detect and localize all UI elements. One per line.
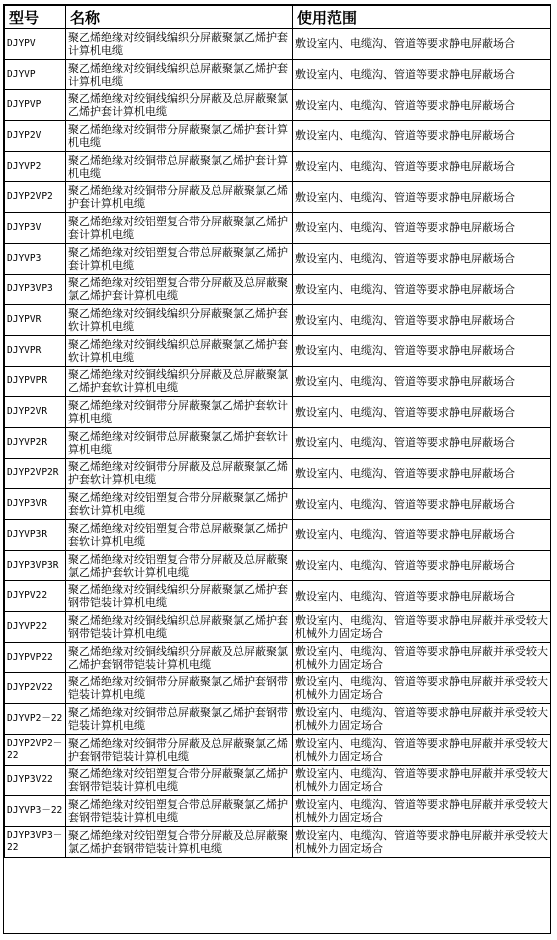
model-cell: DJYVP22 xyxy=(5,612,66,643)
table-row xyxy=(5,213,551,244)
table-row xyxy=(5,673,551,704)
name-cell: 聚乙烯绝缘对绞铝塑复合带总屏蔽聚氯乙烯护套软计算机电缆 xyxy=(66,520,293,551)
model-cell: DJYPVP22 xyxy=(5,642,66,673)
model-cell: DJYVP3－22 xyxy=(5,796,66,827)
scope-cell: 敷设室内、电缆沟、管道等要求静电屏蔽并承受较大机械外力固定场合 xyxy=(293,642,551,673)
table-row xyxy=(5,765,551,796)
table-row xyxy=(5,489,551,520)
scope-cell: 敷设室内、电缆沟、管道等要求静电屏蔽并承受较大机械外力固定场合 xyxy=(293,734,551,765)
table-row xyxy=(5,335,551,366)
table-row xyxy=(5,427,551,458)
header-scope: 使用范围 xyxy=(293,6,551,29)
name-cell: 聚乙烯绝缘对绞铜线编织总屏蔽聚氯乙烯护套软计算机电缆 xyxy=(66,335,293,366)
scope-cell: 敷设室内、电缆沟、管道等要求静电屏蔽场合 xyxy=(293,151,551,182)
table-row xyxy=(5,121,551,152)
table-row xyxy=(5,704,551,735)
table-row xyxy=(5,182,551,213)
table-row xyxy=(5,550,551,581)
name-cell: 聚乙烯绝缘对绞铝塑复合带分屏蔽聚氯乙烯护套钢带铠装计算机电缆 xyxy=(66,765,293,796)
name-cell: 聚乙烯绝缘对绞铜带总屏蔽聚氯乙烯护套钢带铠装计算机电缆 xyxy=(66,704,293,735)
model-cell: DJYPVP xyxy=(5,90,66,121)
name-cell: 聚乙烯绝缘对绞铜线编织分屏蔽及总屏蔽聚氯乙烯护套计算机电缆 xyxy=(66,90,293,121)
model-cell: DJYP2VR xyxy=(5,397,66,428)
table-row xyxy=(5,243,551,274)
model-cell: DJYPVR xyxy=(5,305,66,336)
table-body xyxy=(5,29,551,858)
name-cell: 聚乙烯绝缘对绞铜带分屏蔽聚氯乙烯护套计算机电缆 xyxy=(66,121,293,152)
cable-spec-document xyxy=(3,4,551,934)
table-row xyxy=(5,90,551,121)
scope-cell: 敷设室内、电缆沟、管道等要求静电屏蔽场合 xyxy=(293,397,551,428)
model-cell: DJYP3VP3R xyxy=(5,550,66,581)
model-cell: DJYVPR xyxy=(5,335,66,366)
model-cell: DJYP3VR xyxy=(5,489,66,520)
model-cell: DJYP2VP2－22 xyxy=(5,734,66,765)
table-row xyxy=(5,274,551,305)
name-cell: 聚乙烯绝缘对绞铜带总屏蔽聚氯乙烯护套计算机电缆 xyxy=(66,151,293,182)
model-cell: DJYP2VP2 xyxy=(5,182,66,213)
scope-cell: 敷设室内、电缆沟、管道等要求静电屏蔽场合 xyxy=(293,274,551,305)
model-cell: DJYP2VP2R xyxy=(5,458,66,489)
model-cell: DJYP3VP3－22 xyxy=(5,826,66,857)
table-row xyxy=(5,520,551,551)
name-cell: 聚乙烯绝缘对绞铝塑复合带总屏蔽聚氯乙烯护套计算机电缆 xyxy=(66,243,293,274)
header-row xyxy=(5,6,551,29)
name-cell: 聚乙烯绝缘对绞铝塑复合带分屏蔽聚氯乙烯护套软计算机电缆 xyxy=(66,489,293,520)
model-cell: DJYPV xyxy=(5,29,66,60)
name-cell: 聚乙烯绝缘对绞铜线编织总屏蔽聚氯乙烯护套计算机电缆 xyxy=(66,59,293,90)
name-cell: 聚乙烯绝缘对绞铜线编织总屏蔽聚氯乙烯护套钢带铠装计算机电缆 xyxy=(66,612,293,643)
name-cell: 聚乙烯绝缘对绞铜带总屏蔽聚氯乙烯护套软计算机电缆 xyxy=(66,427,293,458)
table-row xyxy=(5,734,551,765)
scope-cell: 敷设室内、电缆沟、管道等要求静电屏蔽场合 xyxy=(293,213,551,244)
header-model: 型号 xyxy=(5,6,66,29)
model-cell: DJYP2V xyxy=(5,121,66,152)
table-row xyxy=(5,642,551,673)
name-cell: 聚乙烯绝缘对绞铜带分屏蔽聚氯乙烯护套软计算机电缆 xyxy=(66,397,293,428)
model-cell: DJYP3V22 xyxy=(5,765,66,796)
table-row xyxy=(5,397,551,428)
scope-cell: 敷设室内、电缆沟、管道等要求静电屏蔽并承受较大机械外力固定场合 xyxy=(293,826,551,857)
name-cell: 聚乙烯绝缘对绞铝塑复合带分屏蔽及总屏蔽聚氯乙烯护套计算机电缆 xyxy=(66,274,293,305)
table-row xyxy=(5,29,551,60)
scope-cell: 敷设室内、电缆沟、管道等要求静电屏蔽并承受较大机械外力固定场合 xyxy=(293,765,551,796)
scope-cell: 敷设室内、电缆沟、管道等要求静电屏蔽场合 xyxy=(293,489,551,520)
scope-cell: 敷设室内、电缆沟、管道等要求静电屏蔽并承受较大机械外力固定场合 xyxy=(293,704,551,735)
model-cell: DJYP3V xyxy=(5,213,66,244)
scope-cell: 敷设室内、电缆沟、管道等要求静电屏蔽场合 xyxy=(293,520,551,551)
cable-spec-table xyxy=(4,5,551,858)
scope-cell: 敷设室内、电缆沟、管道等要求静电屏蔽场合 xyxy=(293,550,551,581)
model-cell: DJYVP xyxy=(5,59,66,90)
name-cell: 聚乙烯绝缘对绞铝塑复合带分屏蔽及总屏蔽聚氯乙烯护套软计算机电缆 xyxy=(66,550,293,581)
name-cell: 聚乙烯绝缘对绞铜线编织分屏蔽聚氯乙烯护套钢带铠装计算机电缆 xyxy=(66,581,293,612)
model-cell: DJYPV22 xyxy=(5,581,66,612)
scope-cell: 敷设室内、电缆沟、管道等要求静电屏蔽场合 xyxy=(293,335,551,366)
model-cell: DJYVP3R xyxy=(5,520,66,551)
name-cell: 聚乙烯绝缘对绞铜带分屏蔽及总屏蔽聚氯乙烯护套钢带铠装计算机电缆 xyxy=(66,734,293,765)
name-cell: 聚乙烯绝缘对绞铝塑复合带总屏蔽聚氯乙烯护套钢带铠装计算机电缆 xyxy=(66,796,293,827)
model-cell: DJYVP2R xyxy=(5,427,66,458)
name-cell: 聚乙烯绝缘对绞铜带分屏蔽聚氯乙烯护套钢带铠装计算机电缆 xyxy=(66,673,293,704)
name-cell: 聚乙烯绝缘对绞铜线编织分屏蔽及总屏蔽聚氯乙烯护套软计算机电缆 xyxy=(66,366,293,397)
name-cell: 聚乙烯绝缘对绞铜带分屏蔽及总屏蔽聚氯乙烯护套软计算机电缆 xyxy=(66,458,293,489)
table-row xyxy=(5,366,551,397)
model-cell: DJYVP2 xyxy=(5,151,66,182)
scope-cell: 敷设室内、电缆沟、管道等要求静电屏蔽场合 xyxy=(293,458,551,489)
model-cell: DJYP3VP3 xyxy=(5,274,66,305)
table-row xyxy=(5,581,551,612)
scope-cell: 敷设室内、电缆沟、管道等要求静电屏蔽场合 xyxy=(293,305,551,336)
name-cell: 聚乙烯绝缘对绞铜线编织分屏蔽聚氯乙烯护套软计算机电缆 xyxy=(66,305,293,336)
header-name: 名称 xyxy=(66,6,293,29)
name-cell: 聚乙烯绝缘对绞铝塑复合带分屏蔽聚氯乙烯护套计算机电缆 xyxy=(66,213,293,244)
table-row xyxy=(5,458,551,489)
model-cell: DJYPVPR xyxy=(5,366,66,397)
name-cell: 聚乙烯绝缘对绞铝塑复合带分屏蔽及总屏蔽聚氯乙烯护套钢带铠装计算机电缆 xyxy=(66,826,293,857)
scope-cell: 敷设室内、电缆沟、管道等要求静电屏蔽场合 xyxy=(293,90,551,121)
name-cell: 聚乙烯绝缘对绞铜线编织分屏蔽聚氯乙烯护套计算机电缆 xyxy=(66,29,293,60)
table-row xyxy=(5,59,551,90)
scope-cell: 敷设室内、电缆沟、管道等要求静电屏蔽场合 xyxy=(293,121,551,152)
scope-cell: 敷设室内、电缆沟、管道等要求静电屏蔽并承受较大机械外力固定场合 xyxy=(293,612,551,643)
table-row xyxy=(5,305,551,336)
table-header xyxy=(5,6,551,29)
table-row xyxy=(5,151,551,182)
table-row xyxy=(5,796,551,827)
name-cell: 聚乙烯绝缘对绞铜带分屏蔽及总屏蔽聚氯乙烯护套计算机电缆 xyxy=(66,182,293,213)
scope-cell: 敷设室内、电缆沟、管道等要求静电屏蔽场合 xyxy=(293,427,551,458)
scope-cell: 敷设室内、电缆沟、管道等要求静电屏蔽场合 xyxy=(293,581,551,612)
scope-cell: 敷设室内、电缆沟、管道等要求静电屏蔽并承受较大机械外力固定场合 xyxy=(293,673,551,704)
scope-cell: 敷设室内、电缆沟、管道等要求静电屏蔽场合 xyxy=(293,29,551,60)
name-cell: 聚乙烯绝缘对绞铜线编织分屏蔽及总屏蔽聚氯乙烯护套钢带铠装计算机电缆 xyxy=(66,642,293,673)
scope-cell: 敷设室内、电缆沟、管道等要求静电屏蔽并承受较大机械外力固定场合 xyxy=(293,796,551,827)
table-row xyxy=(5,612,551,643)
model-cell: DJYP2V22 xyxy=(5,673,66,704)
model-cell: DJYVP2－22 xyxy=(5,704,66,735)
scope-cell: 敷设室内、电缆沟、管道等要求静电屏蔽场合 xyxy=(293,366,551,397)
model-cell: DJYVP3 xyxy=(5,243,66,274)
table-row xyxy=(5,826,551,857)
scope-cell: 敷设室内、电缆沟、管道等要求静电屏蔽场合 xyxy=(293,243,551,274)
scope-cell: 敷设室内、电缆沟、管道等要求静电屏蔽场合 xyxy=(293,182,551,213)
scope-cell: 敷设室内、电缆沟、管道等要求静电屏蔽场合 xyxy=(293,59,551,90)
